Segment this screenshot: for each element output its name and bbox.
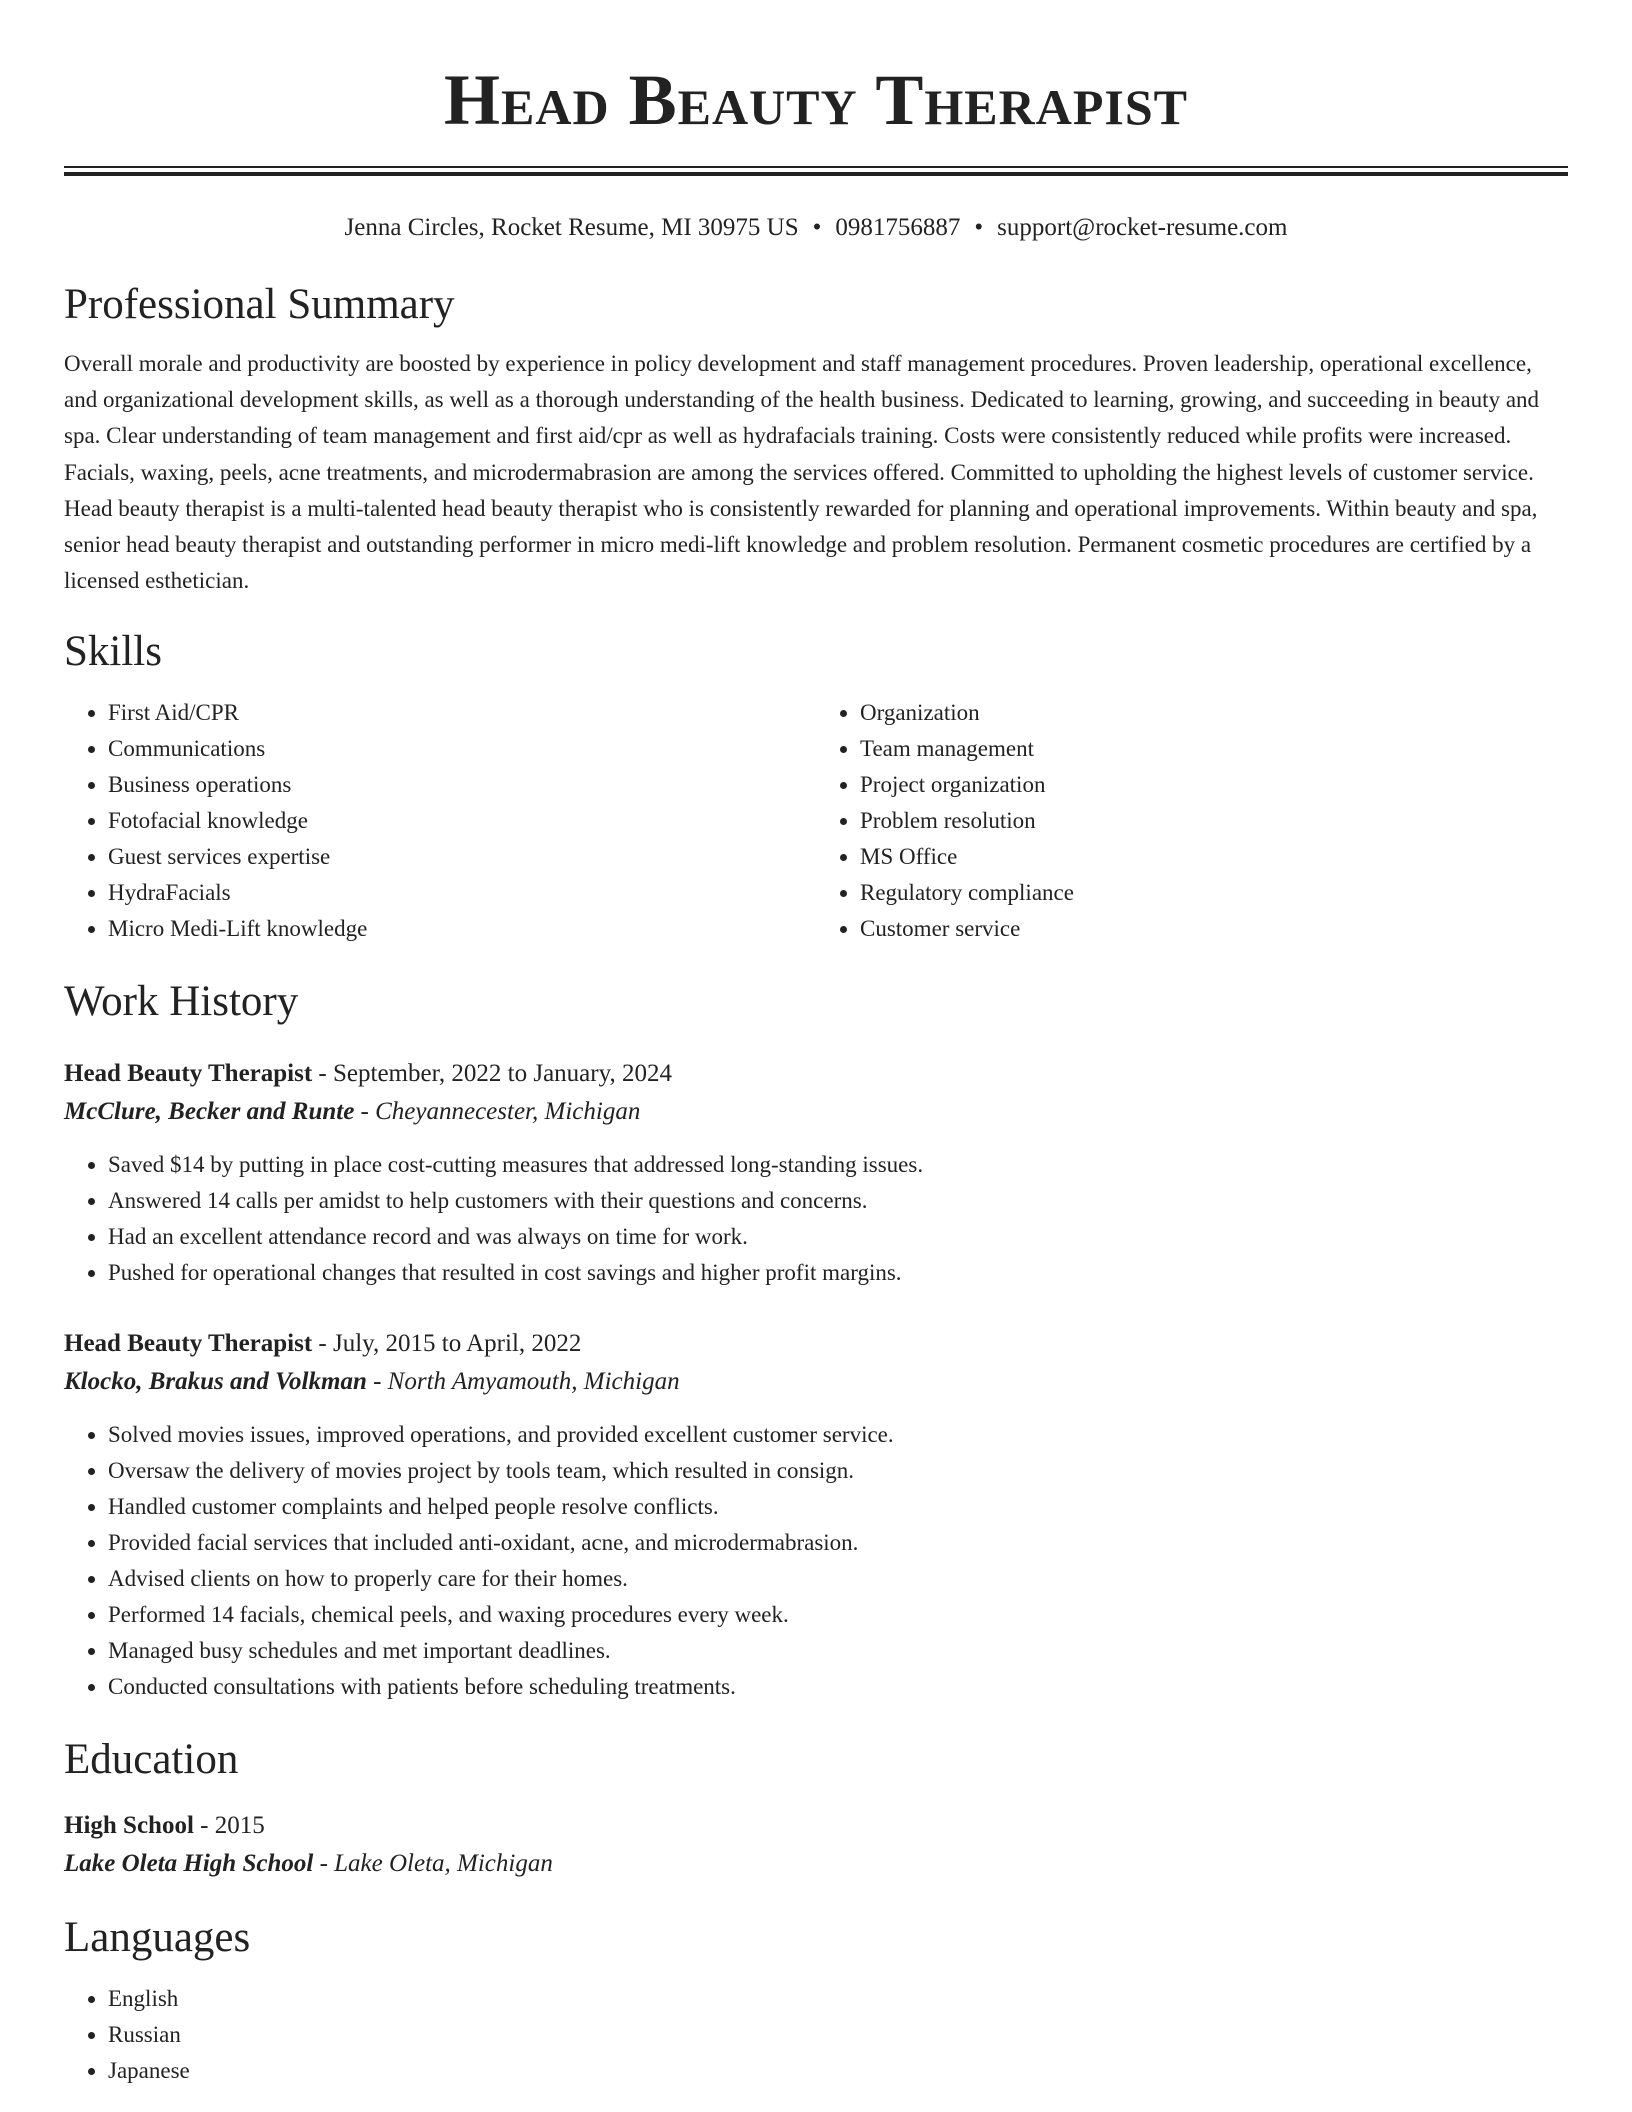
job-role: Head Beauty Therapist [64, 1060, 313, 1088]
job-company-line [64, 1093, 1568, 1131]
skills-heading: Skills [64, 628, 162, 676]
education-location: - Lake Oleta, Michigan [313, 1850, 553, 1878]
job-entry [64, 1325, 1568, 1705]
work-history-heading: Work History [64, 978, 299, 1026]
education-heading: Education [64, 1736, 239, 1784]
contact-email: support@rocket-resume.com [997, 214, 1288, 241]
skill-item: • Business operations [108, 767, 816, 803]
job-role: Head Beauty Therapist [64, 1330, 313, 1358]
job-bullet: • Pushed for operational changes that resulted in cost savings and higher profit margins. [108, 1255, 1568, 1291]
job-bullet: • Performed 14 facials, chemical peels, and waxing procedures every week. [108, 1597, 1568, 1633]
skill-item: • Communications [108, 731, 816, 767]
contact-phone: 0981756887 [835, 214, 961, 241]
skills-list-right [816, 695, 1568, 947]
skill-item: • Project organization [860, 767, 1568, 803]
language-item: • English [108, 1981, 1568, 2017]
contact-separator: • [812, 214, 822, 241]
education-school: Lake Oleta High School [64, 1850, 314, 1878]
skill-item: • Customer service [860, 911, 1568, 947]
education-degree: High School [64, 1812, 194, 1840]
education-school-line [64, 1845, 1568, 1883]
skill-item: • Problem resolution [860, 803, 1568, 839]
skill-item: • Guest services expertise [108, 839, 816, 875]
summary-heading: Professional Summary [64, 281, 455, 328]
resume-name: Head Beauty Therapist [444, 60, 1188, 140]
skill-item: • Organization [860, 695, 1568, 731]
job-company: Klocko, Brakus and Volkman [64, 1368, 367, 1396]
skill-item: • Fotofacial knowledge [108, 803, 816, 839]
languages-heading: Languages [64, 1914, 251, 1962]
job-company: McClure, Becker and Runte [64, 1098, 355, 1126]
job-company-line [64, 1363, 1568, 1401]
job-bullet: • Provided facial services that included anti-oxidant, acne, and microdermabrasion. [108, 1525, 1568, 1561]
skill-item: • HydraFacials [108, 875, 816, 911]
language-item: • Russian [108, 2017, 1568, 2053]
job-bullet: • Handled customer complaints and helped people resolve conflicts. [108, 1489, 1568, 1525]
job-bullet: • Solved movies issues, improved operations, and provided excellent customer service. [108, 1417, 1568, 1453]
education-degree-line [64, 1807, 1568, 1845]
summary-text: Overall morale and productivity are boosted by experience in policy development and staff management procedures. Proven leadership, operational excellence, and organizational development skills, as well as a thorough understanding of the health business. Dedicated to learning, growing, and succeeding in beauty and spa. Clear understanding of team management and first aid/cpr as well as hydrafacials training. Costs were consistently reduced while profits were increased. Facials, waxing, peels, acne treatments, and microdermabrasion are among the services offered. Committed to upholding the highest levels of customer service. Head beauty therapist is a multi-talented head beauty therapist who is consistently rewarded for planning and operational improvements. Within beauty and spa, senior head beauty therapist and outstanding performer in micro medi-lift knowledge and problem resolution. Permanent cosmetic procedures are certified by a licensed esthetician. [64, 351, 1540, 594]
job-title-line [64, 1055, 1568, 1093]
job-entry [64, 1055, 1568, 1291]
skills-list-left [64, 695, 816, 947]
job-dates: - July, 2015 to April, 2022 [312, 1330, 582, 1358]
job-bullet: • Managed busy schedules and met important deadlines. [108, 1633, 1568, 1669]
job-location: - Cheyannecester, Michigan [354, 1098, 641, 1126]
job-dates: - September, 2022 to January, 2024 [312, 1060, 672, 1088]
skill-item: • Micro Medi-Lift knowledge [108, 911, 816, 947]
job-bullet: • Had an excellent attendance record and was always on time for work. [108, 1219, 1568, 1255]
contact-address: Jenna Circles, Rocket Resume, MI 30975 US [344, 214, 799, 241]
job-bullet: • Answered 14 calls per amidst to help customers with their questions and concerns. [108, 1183, 1568, 1219]
job-bullet: • Oversaw the delivery of movies project by tools team, which resulted in consign. [108, 1453, 1568, 1489]
job-bullet-list [64, 1147, 1568, 1291]
header-divider [64, 166, 1568, 176]
job-bullet: • Conducted consultations with patients before scheduling treatments. [108, 1669, 1568, 1705]
contact-separator: • [974, 214, 984, 241]
skill-item: • First Aid/CPR [108, 695, 816, 731]
job-bullet: • Advised clients on how to properly care for their homes. [108, 1561, 1568, 1597]
job-title-line [64, 1325, 1568, 1363]
skill-item: • MS Office [860, 839, 1568, 875]
languages-list [64, 1981, 1568, 2089]
skill-item: • Regulatory compliance [860, 875, 1568, 911]
skills-columns [64, 695, 1568, 947]
education-entry [64, 1807, 1568, 1883]
contact-line [64, 212, 1568, 244]
education-year: - 2015 [193, 1812, 265, 1840]
job-location: - North Amyamouth, Michigan [366, 1368, 680, 1396]
job-bullet-list [64, 1417, 1568, 1705]
job-bullet: • Saved $14 by putting in place cost-cutting measures that addressed long-standing issues. [108, 1147, 1568, 1183]
skill-item: • Team management [860, 731, 1568, 767]
language-item: • Japanese [108, 2053, 1568, 2089]
